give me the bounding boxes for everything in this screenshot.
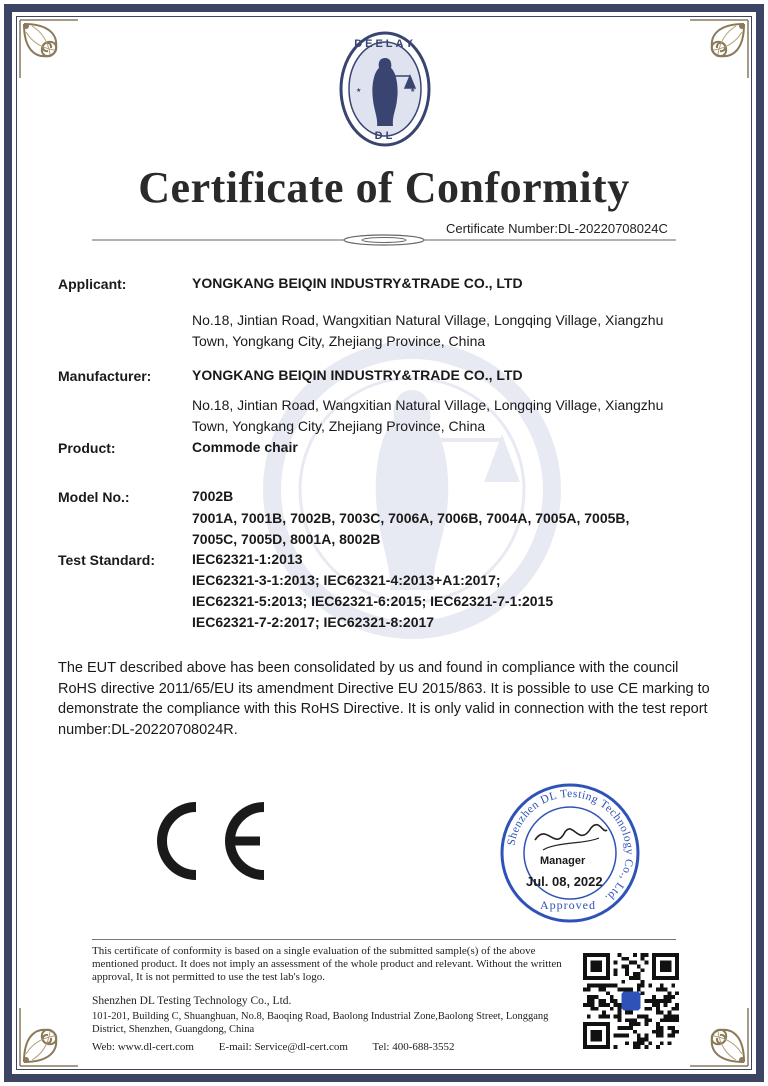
- footer-divider: [92, 939, 676, 940]
- footer-tel: Tel: 400-688-3552: [372, 1041, 455, 1053]
- manufacturer-label: Manufacturer:: [58, 368, 152, 384]
- test-standard-line-1: IEC62321-1:2013: [192, 551, 303, 567]
- svg-text:★: ★: [410, 88, 416, 94]
- compliance-statement: The EUT described above has been consolidated by us and found in compliance with the council RoHS directive 2011/65/EU its amendment Directive EU 2015/863. It is possible to use CE marking to demonstrate the compliance with this RoHS Directive. It is only valid in connection with the test report number:DL-20220708024R.: [58, 660, 710, 738]
- footer-company: Shenzhen DL Testing Technology Co., Ltd.: [92, 995, 292, 1007]
- test-standard-line-3: IEC62321-5:2013; IEC62321-6:2015; IEC62321-7-1:2015: [192, 593, 554, 609]
- product-value: Commode chair: [192, 439, 298, 455]
- corner-ornament-icon: [18, 18, 88, 88]
- footer-address: 101-201, Building C, Shuanghuan, No.8, Baoqing Road, Baolong Industrial Zone,Baolong Street, Longgang District, Shenzhen, Guangdong, China: [92, 1011, 549, 1035]
- footer-contact: [92, 1041, 477, 1053]
- logo-top-text: DEELAY: [354, 38, 416, 50]
- manufacturer-name: YONGKANG BEIQIN INDUSTRY&TRADE CO., LTD: [192, 367, 523, 383]
- footer-disclaimer: This certificate of conformity is based on a single evaluation of the submitted sample(s) of the above mentioned product. It does not imply an assessment of the whole product and relevant. Without the written approval, It is not permitted to use the test lab's logo.: [92, 945, 562, 983]
- stamp-role: Manager: [540, 855, 586, 867]
- corner-ornament-icon: [680, 18, 750, 88]
- stamp-date: Jul. 08, 2022: [526, 874, 603, 889]
- ce-mark-text: CE: [198, 889, 207, 895]
- test-standard-label: Test Standard:: [58, 552, 155, 568]
- test-standard-line-2: IEC62321-3-1:2013; IEC62321-4:2013+A1:2017;: [192, 572, 501, 588]
- title-divider: [92, 230, 676, 248]
- manufacturer-address-line-1: No.18, Jintian Road, Wangxitian Natural Village, Longqing Village, Xiangzhu: [192, 397, 664, 413]
- model-line-3: 7005C, 7005D, 8001A, 8002B: [192, 531, 381, 547]
- certificate-number: Certificate Number:DL-20220708024C: [446, 221, 668, 236]
- manufacturer-address-line-2: Town, Yongkang City, Zhejiang Province, China: [192, 418, 486, 434]
- ce-mark-icon: [140, 797, 272, 885]
- applicant-address-line-1: No.18, Jintian Road, Wangxitian Natural Village, Longqing Village, Xiangzhu: [192, 312, 664, 328]
- stamp-approved: Approved: [540, 898, 596, 912]
- applicant-address-line-2: Town, Yongkang City, Zhejiang Province, China: [192, 333, 486, 349]
- applicant-name: YONGKANG BEIQIN INDUSTRY&TRADE CO., LTD: [192, 275, 523, 291]
- stamp-ring-text: Shenzhen DL Testing Technology Co., Ltd.: [505, 787, 636, 905]
- logo-bottom-text: DL: [374, 130, 396, 142]
- model-label: Model No.:: [58, 489, 130, 505]
- corner-ornament-icon: [18, 998, 88, 1068]
- footer-web[interactable]: Web: www.dl-cert.com: [92, 1041, 194, 1053]
- applicant-label: Applicant:: [58, 276, 127, 292]
- qr-code-icon[interactable]: [583, 953, 679, 1049]
- svg-text:★: ★: [356, 88, 362, 94]
- certificate-title: Certificate of Conformity: [138, 163, 630, 212]
- test-standard-line-4: IEC62321-7-2:2017; IEC62321-8:2017: [192, 614, 435, 630]
- footer-email[interactable]: E-mail: Service@dl-cert.com: [218, 1041, 348, 1053]
- product-label: Product:: [58, 440, 116, 456]
- corner-ornament-icon: [680, 998, 750, 1068]
- model-line-2: 7001A, 7001B, 7002B, 7003C, 7006A, 7006B, 7004A, 7005A, 7005B,: [192, 510, 630, 526]
- model-line-1: 7002B: [192, 488, 234, 504]
